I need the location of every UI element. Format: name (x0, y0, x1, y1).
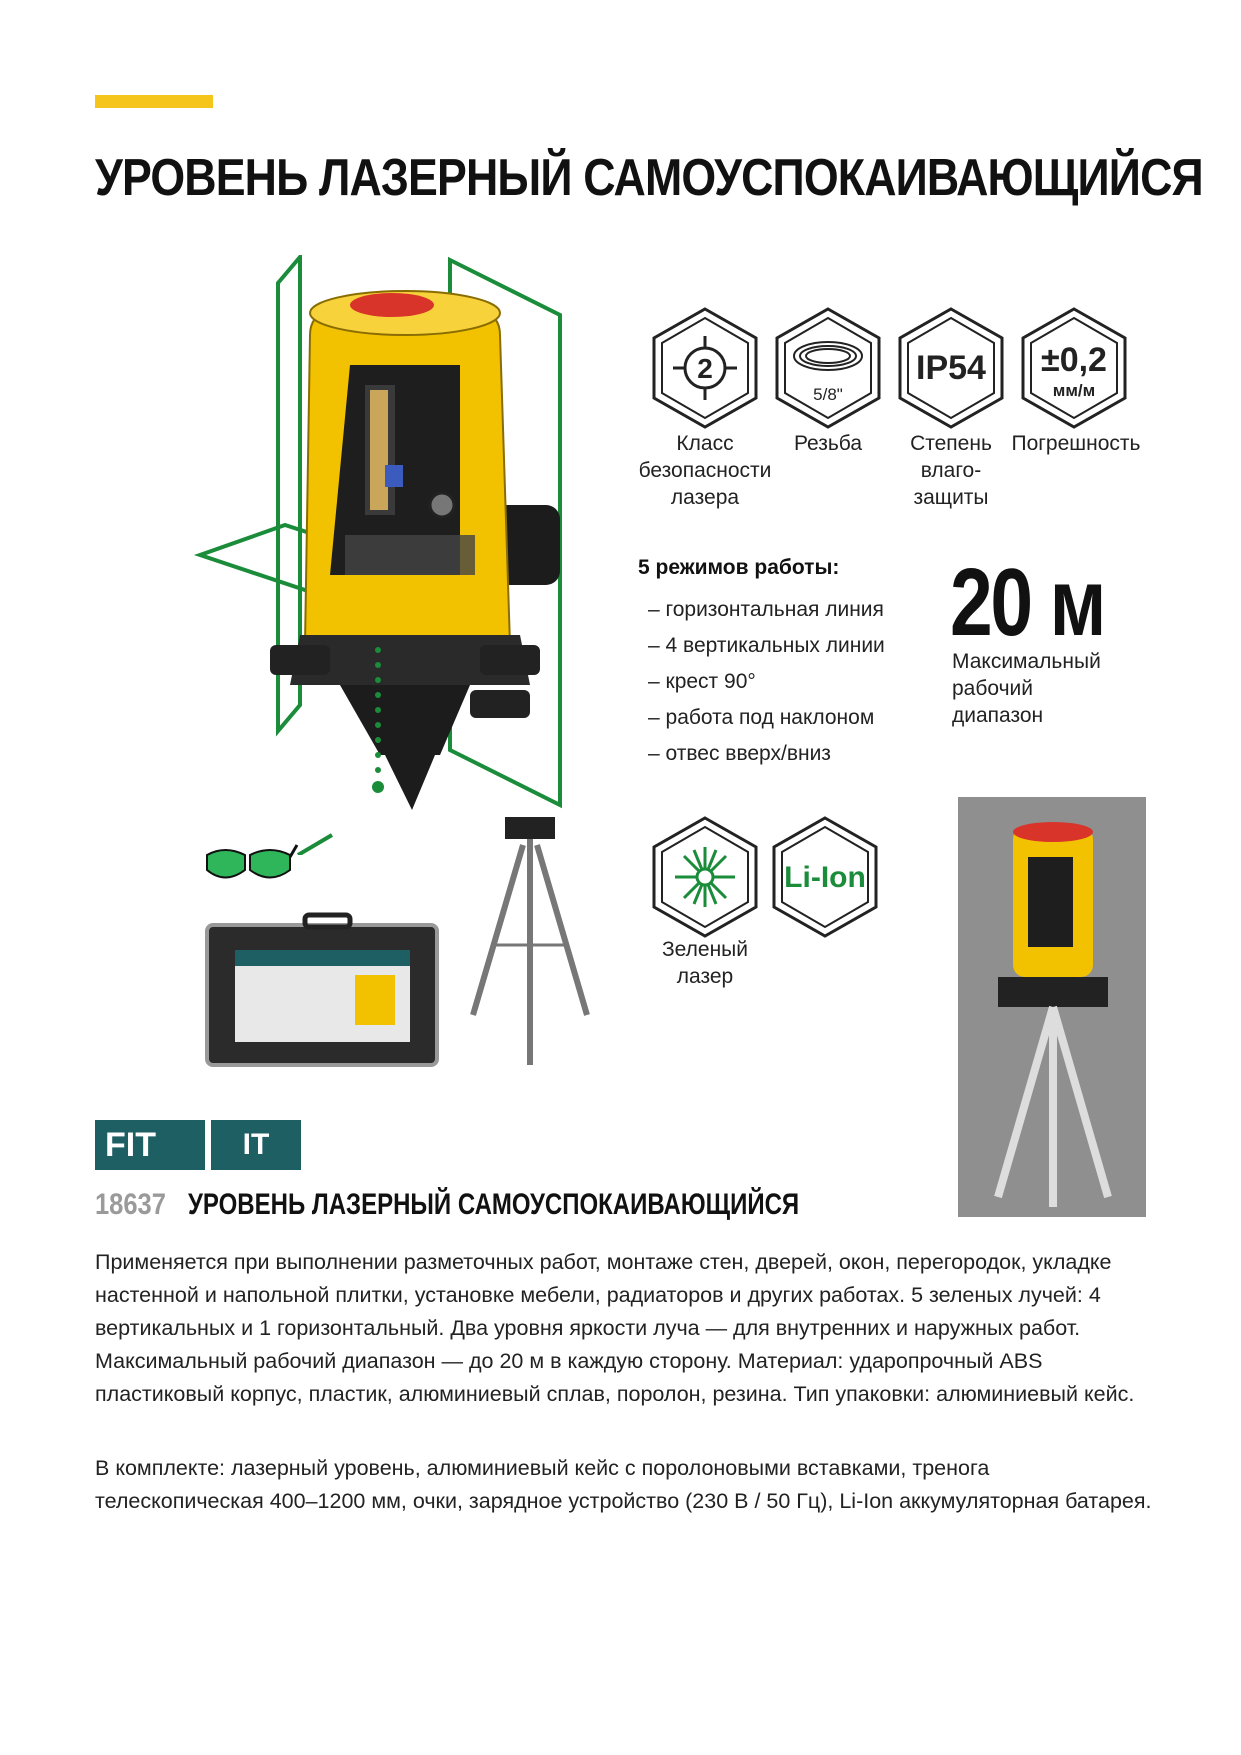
device-buttons (350, 293, 434, 317)
accent-bar (95, 95, 213, 108)
tripod-icon (473, 817, 587, 1065)
list-item: – крест 90° (648, 670, 756, 693)
spec-thread (773, 306, 883, 435)
svg-text:мм/м: мм/м (1052, 381, 1096, 400)
brand-logo: FIT (95, 1120, 205, 1170)
svg-text:±0,2: ±0,2 (1041, 341, 1107, 379)
range-caption: Максимальный рабочий диапазон (952, 650, 1101, 727)
green-laser-icon (650, 815, 760, 939)
thread-icon (773, 306, 883, 430)
list-item: – работа под наклоном (648, 706, 875, 729)
modes-list (648, 592, 885, 772)
laser-level-image (180, 255, 600, 855)
feature-li-ion (770, 815, 880, 944)
product-kit: В комплекте: лазерный уровень, алюминиевый кейс с поролоновыми вставками, тренога телескопическая 400–1200 мм, очки, зарядное устройство (230 В / 50 Гц), Li-Ion аккумуляторная батарея. (95, 1456, 1152, 1513)
spec-ip54 (896, 306, 1006, 435)
brand-badge (95, 1120, 301, 1170)
spec-laser-class (650, 306, 760, 435)
ip54-icon (896, 306, 1006, 430)
accuracy-icon (1019, 306, 1129, 430)
list-item: – горизонтальная линия (648, 598, 884, 621)
case-icon (207, 915, 437, 1065)
range-value: 20 м (950, 549, 1104, 656)
brand-sub: IT (211, 1120, 301, 1170)
svg-text:2: 2 (697, 353, 713, 384)
laser-class-2-icon (650, 306, 760, 430)
article-number: 18637 (95, 1188, 166, 1221)
spec-caption-thread: Резьба (793, 432, 863, 455)
svg-text:Li-Ion: Li-Ion (784, 861, 866, 894)
product-description: Применяется при выполнении разметочных работ, монтаже стен, дверей, окон, перегородок, укладке настенной и напольной плитки, установке мебели, радиаторов и других работах. 5 зеленых лучей: 4 вертикальных и 1 горизонтальный. Два уровня яркости луча — для внутренних и наружных работ. Максимальный рабочий диапазон — до 20 м в каждую сторону. Материал: ударопрочный ABS пластиковый корпус, пластик, алюминиевый сплав, поролон, резина. Тип упаковки: алюминиевый кейс. (95, 1250, 1135, 1406)
spec-caption-ip54: Степень влаго- защиты (910, 432, 992, 509)
spec-accuracy (1019, 306, 1129, 435)
product-title: УРОВЕНЬ ЛАЗЕРНЫЙ САМОУСПОКАИВАЮЩИЙСЯ (188, 1188, 800, 1221)
spec-caption-accuracy: Погрешность (1011, 432, 1141, 455)
device-on-tripod-photo (958, 797, 1146, 1217)
modes-title: 5 режимов работы: (638, 556, 840, 579)
glasses-icon (207, 845, 297, 878)
page-title: УРОВЕНЬ ЛАЗЕРНЫЙ САМОУСПОКАИВАЮЩИЙСЯ (95, 149, 1203, 207)
list-item: – 4 вертикальных линии (648, 634, 885, 657)
accessories-image (205, 815, 600, 1070)
feature-caption-green-laser: Зеленый лазер (661, 938, 749, 988)
list-item: – отвес вверх/вниз (648, 742, 831, 765)
li-ion-icon (770, 815, 880, 939)
svg-text:IP54: IP54 (916, 349, 986, 387)
feature-green-laser (650, 815, 760, 944)
spec-caption-laser-class: Класс безопасности лазера (638, 432, 772, 509)
svg-text:5/8": 5/8" (813, 385, 843, 404)
